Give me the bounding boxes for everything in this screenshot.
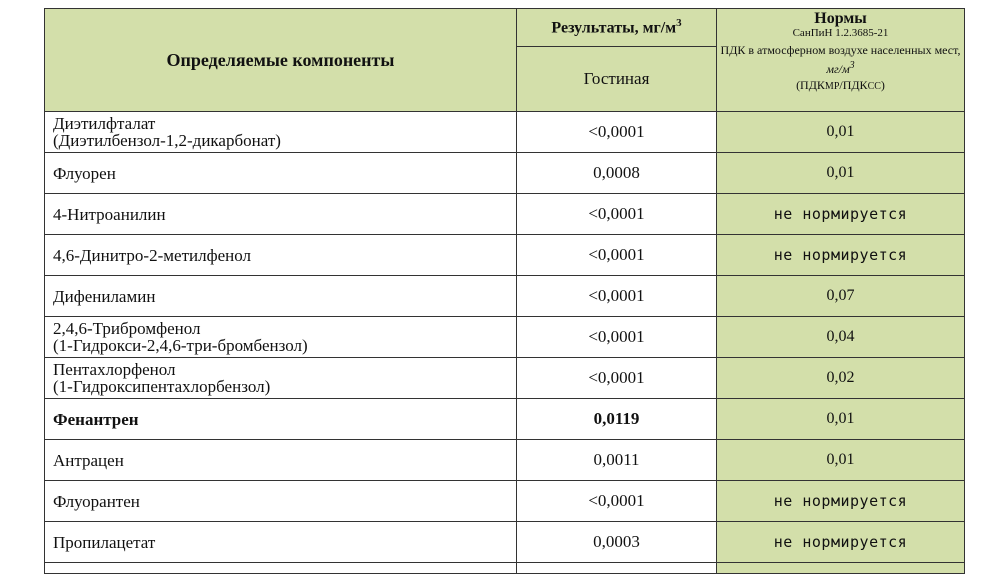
norm-value: не нормируется bbox=[717, 481, 965, 522]
result-value: <0,0001 bbox=[517, 194, 717, 235]
norms-desc-text: ПДК в атмосферном воздухе населенных мест, bbox=[720, 43, 961, 58]
header-results-label: Результаты, мг/м bbox=[551, 19, 677, 37]
norm-value: 0,01 bbox=[717, 399, 965, 440]
result-value: <0,0001 bbox=[517, 358, 717, 399]
pdk-open: (ПДК bbox=[796, 77, 825, 92]
table-row bbox=[45, 481, 965, 522]
header-components: Определяемые компоненты bbox=[45, 9, 517, 112]
component-name-line2: (1-Гидроксипентахлорбензол) bbox=[53, 377, 271, 396]
component-name: Флуорен bbox=[45, 153, 517, 194]
pdk-sep: /ПДК bbox=[839, 77, 868, 92]
norms-pdk bbox=[796, 78, 885, 92]
pdk-mr: МР bbox=[824, 80, 840, 92]
component-name-empty bbox=[45, 563, 517, 574]
header-norms bbox=[717, 9, 965, 112]
result-value: <0,0001 bbox=[517, 481, 717, 522]
norms-description bbox=[717, 43, 964, 93]
header-results-sup: 3 bbox=[676, 17, 682, 30]
norm-value: не нормируется bbox=[717, 194, 965, 235]
results-table bbox=[44, 8, 965, 574]
result-value: 0,0003 bbox=[517, 522, 717, 563]
norm-value: 0,04 bbox=[717, 317, 965, 358]
component-name: 4-Нитроанилин bbox=[45, 194, 517, 235]
component-name: Дифениламин bbox=[45, 276, 517, 317]
component-name: Пропилацетат bbox=[45, 522, 517, 563]
table-row bbox=[45, 399, 965, 440]
component-name-line1: Пентахлорфенол bbox=[53, 360, 176, 379]
result-value: 0,0008 bbox=[517, 153, 717, 194]
component-name: Фенантрен bbox=[45, 399, 517, 440]
component-name: 4,6-Динитро-2-метилфенол bbox=[45, 235, 517, 276]
result-value: <0,0001 bbox=[517, 235, 717, 276]
component-name-line2: (Диэтилбензол-1,2-дикарбонат) bbox=[53, 131, 281, 150]
norms-unit bbox=[826, 59, 855, 76]
table-row bbox=[45, 440, 965, 481]
results-table-container bbox=[44, 8, 964, 574]
header-row bbox=[45, 9, 965, 47]
component-name bbox=[45, 317, 517, 358]
table-row-partial bbox=[45, 563, 965, 574]
norm-value: 0,01 bbox=[717, 153, 965, 194]
result-value-empty bbox=[517, 563, 717, 574]
table-row bbox=[45, 317, 965, 358]
table-row bbox=[45, 153, 965, 194]
result-value: <0,0001 bbox=[517, 317, 717, 358]
norms-unit-sup: 3 bbox=[849, 59, 855, 71]
component-name bbox=[45, 112, 517, 153]
component-name: Флуорантен bbox=[45, 481, 517, 522]
result-value: 0,0011 bbox=[517, 440, 717, 481]
result-value: <0,0001 bbox=[517, 276, 717, 317]
table-row bbox=[45, 112, 965, 153]
norm-value: 0,02 bbox=[717, 358, 965, 399]
norm-value: 0,01 bbox=[717, 112, 965, 153]
table-row bbox=[45, 235, 965, 276]
table-row bbox=[45, 276, 965, 317]
norm-value-empty bbox=[717, 563, 965, 574]
component-name-line1: 2,4,6-Трибромфенол bbox=[53, 319, 201, 338]
norms-doc: СанПиН 1.2.3685-21 bbox=[792, 26, 889, 39]
component-name bbox=[45, 358, 517, 399]
pdk-ss: СС bbox=[867, 80, 881, 92]
table-row bbox=[45, 194, 965, 235]
norm-value: не нормируется bbox=[717, 235, 965, 276]
header-results bbox=[517, 9, 717, 47]
pdk-close: ) bbox=[880, 77, 885, 92]
norm-value: 0,07 bbox=[717, 276, 965, 317]
header-room: Гостиная bbox=[517, 47, 717, 112]
table-row bbox=[45, 358, 965, 399]
norm-value: 0,01 bbox=[717, 440, 965, 481]
norm-value: не нормируется bbox=[717, 522, 965, 563]
component-name-line2: (1-Гидрокси-2,4,6-три-бромбензол) bbox=[53, 336, 308, 355]
component-name: Антрацен bbox=[45, 440, 517, 481]
table-row bbox=[45, 522, 965, 563]
component-name-line1: Диэтилфталат bbox=[53, 114, 156, 133]
norms-unit-main: мг/м bbox=[826, 61, 850, 76]
norms-title: Нормы bbox=[814, 10, 867, 27]
result-value: <0,0001 bbox=[517, 112, 717, 153]
result-value: 0,0119 bbox=[517, 399, 717, 440]
